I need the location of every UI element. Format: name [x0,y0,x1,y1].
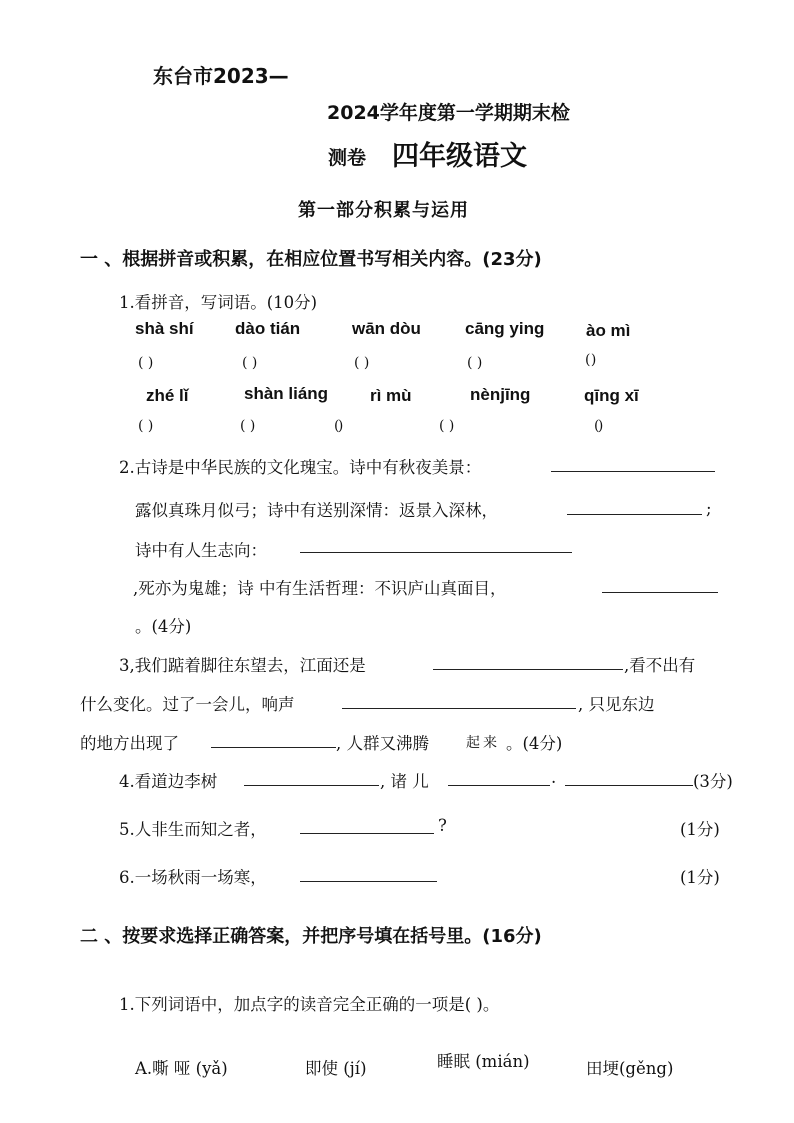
q2-line-5: 。(4分) [135,617,192,636]
s2-q1-label: 1.下列词语中，加点字的读音完全正确的一项是( )。 [119,995,500,1014]
q4-mid: , 诸 儿 [380,772,429,791]
part-one-title: 第一部分积累与运用 [298,200,469,221]
q2-blank-3[interactable] [300,552,572,553]
answer-box-2-4[interactable]: ( ) [439,418,455,434]
q2-line-4: ,死亦为鬼雄；诗 中有生活哲理：不识庐山真面目， [133,579,507,598]
pinyin-1-4: cāng ying [465,319,545,338]
pinyin-1-1: shà shí [135,319,194,338]
pinyin-2-3: rì mù [370,386,412,405]
option-a[interactable]: A.嘶 哑 (yǎ) [135,1059,228,1078]
q3-line-3d: 。(4分) [506,734,563,753]
q3-line-2b: , 只见东边 [578,695,655,714]
answer-box-2-2[interactable]: ( ) [240,418,256,434]
pinyin-1-3: wān dòu [352,319,421,338]
answer-box-1-2[interactable]: ( ) [242,355,258,371]
q4-label: 4.看道边李树 [119,772,218,791]
pinyin-2-5: qīng xī [584,386,639,405]
q2-line-3: 诗中有人生志向： [135,541,267,560]
pinyin-2-4: nènjīng [470,385,531,404]
q2-line-2-end: ; [706,499,712,518]
answer-box-1-4[interactable]: ( ) [467,355,483,371]
q4-score: (3分) [693,772,733,791]
q2-blank-1[interactable] [551,471,715,472]
q3-line-1a: 3,我们踮着脚往东望去，江面还是 [119,656,366,675]
answer-box-2-3[interactable]: ( ) [334,418,341,434]
q4-dot: . [551,768,557,787]
option-2[interactable]: 即使 (jí) [305,1059,367,1078]
q3-line-3c: 起来 [466,735,500,751]
answer-box-1-1[interactable]: ( ) [138,355,154,371]
q3-line-1b: ,看不出有 [624,656,696,675]
q6-label: 6.一场秋雨一场寒， [119,868,267,887]
q3-line-3b: , 人群又沸腾 [336,734,429,753]
q6-score: (1分) [680,868,720,887]
q5-score: (1分) [680,820,720,839]
q2-blank-4[interactable] [602,592,718,593]
pinyin-1-5: ào mì [586,321,631,340]
q3-blank-3[interactable] [211,747,336,748]
q2-blank-2[interactable] [567,514,702,515]
q1-label: 1.看拼音，写词语。(10分) [119,293,318,312]
q6-blank[interactable] [300,881,437,882]
title-line-3b: 四年级语文 [392,141,527,172]
answer-box-1-3[interactable]: ( ) [354,355,370,371]
title-line-1: 东台市2023— [153,64,289,88]
section-one-heading: 一 、根据拼音或积累，在相应位置书写相关内容。(23分) [80,249,542,270]
option-4[interactable]: 田埂(gěng) [586,1059,674,1078]
q4-blank-1[interactable] [244,785,379,786]
pinyin-1-2: dào tián [235,319,301,338]
title-line-3a: 测卷 [328,147,367,169]
q2-line-1: 2.古诗是中华民族的文化瑰宝。诗中有秋夜美景： [119,458,482,477]
q3-blank-1[interactable] [433,669,623,670]
q3-line-2a: 什么变化。过了一会儿，响声 [80,695,295,714]
q3-blank-2[interactable] [342,708,576,709]
answer-box-1-5[interactable]: ( ) [585,352,595,368]
q4-blank-2[interactable] [448,785,550,786]
q4-blank-3[interactable] [565,785,693,786]
pinyin-2-2: shàn liáng [244,384,329,403]
section-two-heading: 二 、按要求选择正确答案，并把序号填在括号里。(16分) [80,926,542,947]
answer-box-2-1[interactable]: ( ) [138,418,154,434]
q5-blank[interactable] [300,833,434,834]
q5-label: 5.人非生而知之者， [119,820,267,839]
q5-question-mark: ? [438,816,447,835]
q3-line-3a: 的地方出现了 [80,734,179,753]
answer-box-2-5[interactable]: ( ) [594,418,601,434]
q2-line-2: 露似真珠月似弓；诗中有送别深情：返景入深林， [135,501,498,520]
pinyin-2-1: zhé lǐ [146,386,189,405]
option-3[interactable]: 睡眠 (mián) [437,1052,530,1071]
title-line-2: 2024学年度第一学期期末检 [327,102,570,124]
